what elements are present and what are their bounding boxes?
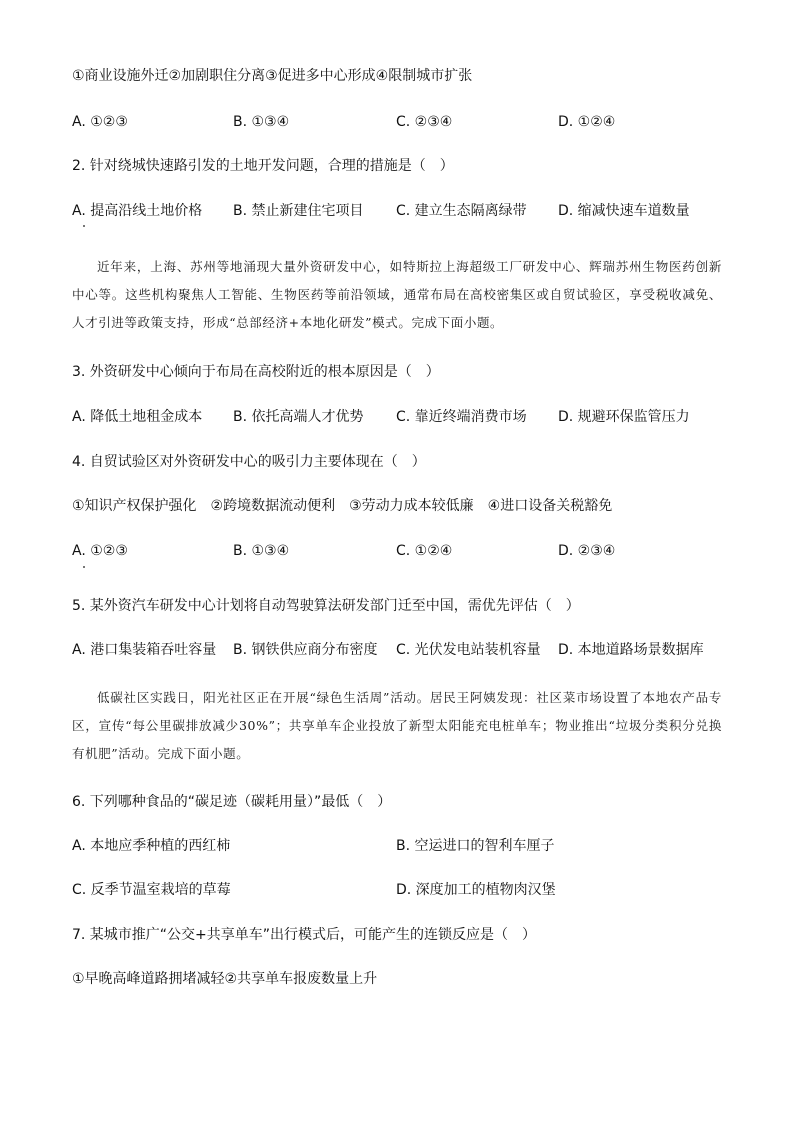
q6-option-a: A. 本地应季种植的西红柿 (72, 838, 231, 854)
q1-option-d: D. ①②④ (558, 114, 616, 130)
q7-statement: ①早晚高峰道路拥堵减轻②共享单车报废数量上升 (72, 971, 378, 987)
q6-option-c: C. 反季节温室栽培的草莓 (72, 882, 231, 898)
q4-stem: 4. 自贸试验区对外资研发中心的吸引力主要体现在（ ） (72, 454, 426, 470)
q4-option-a: A. ①②③ (72, 543, 128, 559)
passage-low-carbon-community: 低碳社区实践日，阳光社区正在开展“绿色生活周”活动。居民王阿姨发现：社区菜市场设置了本地农产品专区，宣传“每公里碳排放减少30%”；共享单车企业投放了新型太阳能充电桩单车；物业推出“垃圾分类积分兑换有机肥”活动。完成下面小题。 (72, 690, 722, 761)
q3-option-b: B. 依托高端人才优势 (233, 409, 364, 425)
q3-option-a: A. 降低土地租金成本 (72, 409, 203, 425)
q2-option-c: C. 建立生态隔离绿带 (396, 203, 527, 219)
q2-option-d: D. 缩减快速车道数量 (558, 203, 690, 219)
q1-option-c: C. ②③④ (396, 114, 453, 130)
q5-stem: 5. 某外资汽车研发中心计划将自动驾驶算法研发部门迁至中国，需优先评估（ ） (72, 598, 580, 614)
q6-option-d: D. 深度加工的植物肉汉堡 (396, 882, 556, 898)
q1-option-b: B. ①③④ (233, 114, 290, 130)
q7-stem: 7. 某城市推广“公交+共享单车”出行模式后，可能产生的连锁反应是（ ） (72, 927, 537, 943)
q4-option-b: B. ①③④ (233, 543, 290, 559)
q5-option-a: A. 港口集装箱吞吐容量 (72, 642, 217, 658)
q5-option-d: D. 本地道路场景数据库 (558, 642, 704, 658)
q4-option-c: C. ①②④ (396, 543, 453, 559)
q6-option-b: B. 空运进口的智利车厘子 (396, 838, 555, 854)
q5-option-c: C. 光伏发电站装机容量 (396, 642, 541, 658)
q4-option-d: D. ②③④ (558, 543, 616, 559)
q5-option-b: B. 钢铁供应商分布密度 (233, 642, 378, 658)
q2-option-b: B. 禁止新建住宅项目 (233, 203, 364, 219)
passage-foreign-rd: 近年来，上海、苏州等地涌现大量外资研发中心，如特斯拉上海超级工厂研发中心、辉瑞苏州生物医药创新中心等。这些机构聚焦人工智能、生物医药等前沿领域，通常布局在高校密集区或自贸试验区，享受税收减免、人才引进等政策支持，形成“总部经济+本地化研发”模式。完成下面小题。 (72, 259, 722, 330)
q1-statement: ①商业设施外迁②加剧职住分离③促进多中心形成④限制城市扩张 (72, 68, 473, 84)
q3-option-c: C. 靠近终端消费市场 (396, 409, 527, 425)
q2-option-a: A. 提高沿线土地价格 (72, 203, 203, 219)
q2-stem: 2. 针对绕城快速路引发的土地开发问题，合理的措施是（ ） (72, 158, 454, 174)
scan-speck (83, 566, 85, 568)
q4-statement: ①知识产权保护强化 ②跨境数据流动便利 ③劳动力成本较低廉 ④进口设备关税豁免 (72, 498, 613, 514)
q6-stem: 6. 下列哪种食品的“碳足迹（碳耗用量）”最低（ ） (72, 794, 392, 810)
q1-option-a: A. ①②③ (72, 114, 128, 130)
scan-speck (83, 225, 85, 227)
q3-stem: 3. 外资研发中心倾向于布局在高校附近的根本原因是（ ） (72, 364, 440, 380)
q3-option-d: D. 规避环保监管压力 (558, 409, 690, 425)
